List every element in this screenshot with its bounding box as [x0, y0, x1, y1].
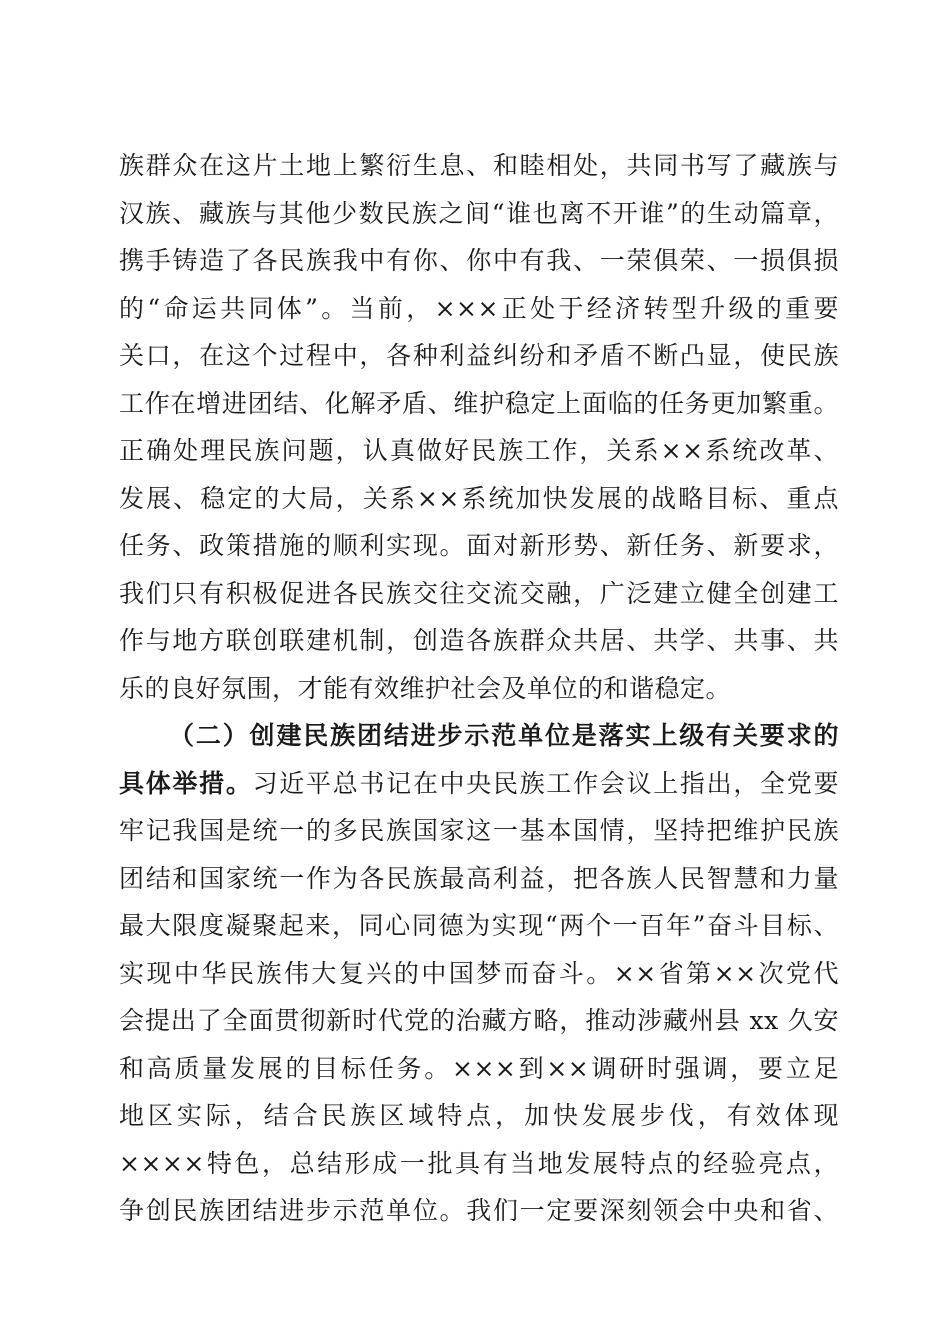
section-heading-end: 具体举措。 — [119, 768, 253, 798]
text-line: 乐的良好氛围，才能有效维护社会及单位的和谐稳定。 — [119, 673, 732, 703]
section-heading: （二）创建民族团结进步示范单位是落实上级有关要求的 — [169, 721, 839, 750]
text-line: 任务、政策措施的顺利实现。面对新形势、新任务、新要求， — [119, 531, 839, 560]
text-line: 工作在增进团结、化解矛盾、维护稳定上面临的任务更加繁重。 — [119, 388, 839, 418]
text-line: 汉族、藏族与其他少数民族之间“谁也离不开谁”的生动篇章， — [119, 198, 839, 228]
text-line: 我们只有积极促进各民族交往交流交融，广泛建立健全创建工 — [119, 578, 839, 608]
text-line: 族群众在这片土地上繁衍生息、和睦相处，共同书写了藏族与 — [119, 151, 839, 180]
paragraph-2 — [119, 712, 839, 1235]
text-line: 携手铸造了各民族我中有你、你中有我、一荣俱荣、一损俱损 — [119, 246, 839, 275]
text-line: 会提出了全面贯彻新时代党的治藏方略，推动涉藏州县 xx 久安 — [119, 1006, 839, 1035]
text-line: 团结和国家统一作为各民族最高利益，把各族人民智慧和力量 — [119, 863, 839, 893]
text-line: 关口，在这个过程中，各种利益纠纷和矛盾不断凸显，使民族 — [119, 341, 839, 370]
paragraph-1 — [119, 142, 839, 712]
text-line: 牢记我国是统一的多民族国家这一基本国情，坚持把维护民族 — [119, 816, 839, 845]
text-line — [119, 760, 839, 808]
document-body — [119, 142, 839, 1235]
text-line: 的“命运共同体”。当前，×××正处于经济转型升级的重要 — [119, 293, 839, 323]
text-line: 正确处理民族问题，认真做好民族工作，关系××系统改革、 — [119, 436, 839, 465]
text-line: 最大限度凝聚起来，同心同德为实现“两个一百年”奋斗目标、 — [119, 911, 839, 940]
text-line: 实现中华民族伟大复兴的中国梦而奋斗。××省第××次党代 — [119, 958, 839, 988]
text-line: 和高质量发展的目标任务。×××到××调研时强调，要立足 — [119, 1053, 839, 1083]
text-run: 习近平总书记在中央民族工作会议上指出，全党要 — [252, 768, 839, 798]
text-line: 争创民族团结进步示范单位。我们一定要深刻领会中央和省、 — [119, 1196, 839, 1225]
text-line: 作与地方联创联建机制，创造各族群众共居、共学、共事、共 — [119, 626, 839, 655]
text-line: ××××特色，总结形成一批具有当地发展特点的经验亮点， — [119, 1148, 839, 1178]
text-line: 地区实际，结合民族区域特点，加快发展步伐，有效体现 — [119, 1101, 839, 1130]
text-line: 发展、稳定的大局，关系××系统加快发展的战略目标、重点 — [119, 483, 839, 513]
